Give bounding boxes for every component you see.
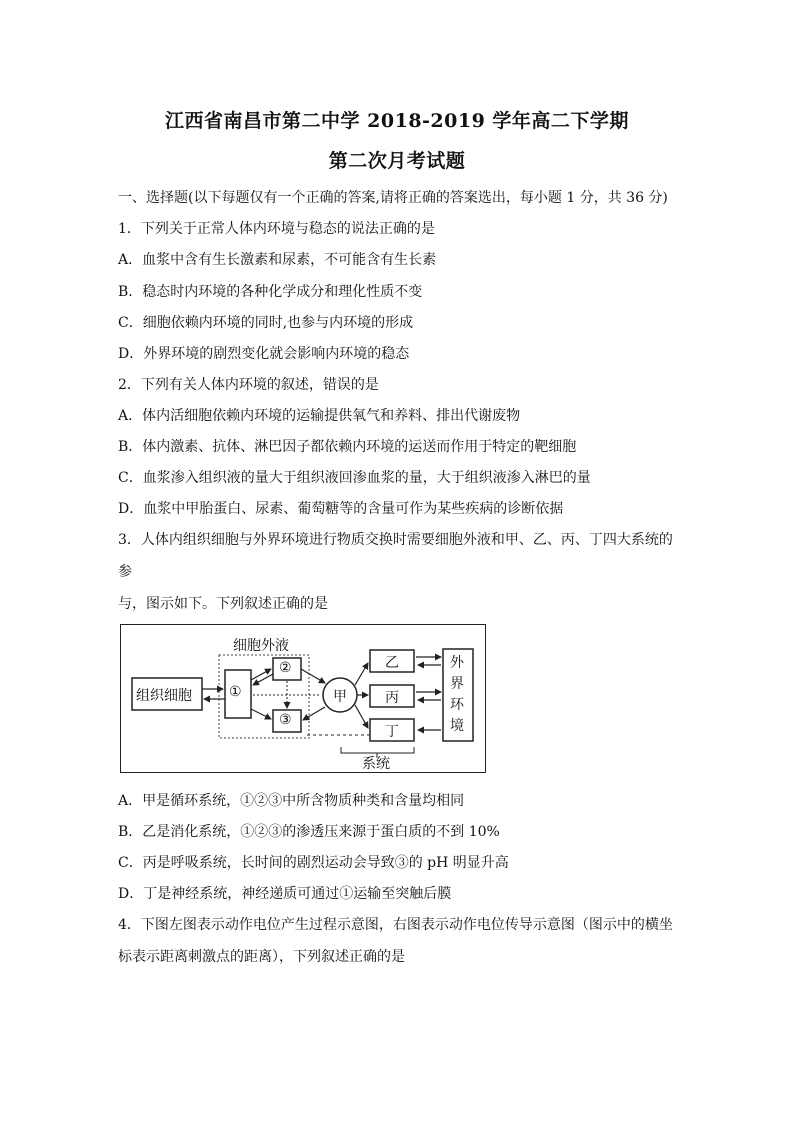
question-3-option-a: A．甲是循环系统，①②③中所含物质种类和含量均相同 xyxy=(118,793,465,809)
label-jia: 甲 xyxy=(333,689,347,705)
question-4-stem-cont: 标表示距离刺激点的距离），下列叙述正确的是 xyxy=(118,949,405,965)
question-1-stem: 1．下列关于正常人体内环境与稳态的说法正确的是 xyxy=(118,221,435,237)
label-3: ③ xyxy=(279,712,292,728)
question-3-option-b: B．乙是消化系统，①②③的渗透压来源于蛋白质的不到 10% xyxy=(118,824,500,840)
question-1-option-a: A．血浆中含有生长激素和尿素，不可能含有生长素 xyxy=(118,252,437,268)
label-1: ① xyxy=(229,684,242,700)
question-2-option-c: C．血浆渗入组织液的量大于组织液回渗血浆的量，大于组织液渗入淋巴的量 xyxy=(118,470,591,486)
label-tissue-cell: 组织细胞 xyxy=(136,688,192,704)
question-2-stem: 2．下列有关人体内环境的叙述，错误的是 xyxy=(118,377,379,393)
page-title: 江西省南昌市第二中学 2018-2019 学年高二下学期 xyxy=(165,110,629,132)
question-3-stem-wrap: 参 xyxy=(118,564,132,580)
question-2-option-d: D．血浆中甲胎蛋白、尿素、葡萄糖等的含量可作为某些疾病的诊断依据 xyxy=(118,501,564,517)
question-3-stem-cont: 与，图示如下。下列叙述正确的是 xyxy=(118,596,328,612)
page-subtitle: 第二次月考试题 xyxy=(328,150,466,172)
body-fluid-diagram xyxy=(120,624,486,773)
label-yi: 乙 xyxy=(385,655,399,671)
label-external-environment: 外界环境 xyxy=(450,655,464,734)
question-3-option-c: C．丙是呼吸系统，长时间的剧烈运动会导致③的 pH 明显升高 xyxy=(118,855,509,871)
question-2-option-a: A．体内活细胞依赖内环境的运输提供氧气和养料、排出代谢废物 xyxy=(118,408,521,424)
label-2: ② xyxy=(279,660,292,676)
question-3-option-d: D．丁是神经系统，神经递质可通过①运输至突触后膜 xyxy=(118,886,452,902)
section-heading: 一、选择题(以下每题仅有一个正确的答案,请将正确的答案选出，每小题 1 分，共 36 分) xyxy=(118,190,668,206)
label-extracellular-fluid: 细胞外液 xyxy=(233,638,289,654)
question-4-stem: 4．下图左图表示动作电位产生过程示意图，右图表示动作电位传导示意图（图示中的横坐 xyxy=(118,917,673,933)
label-ding: 丁 xyxy=(385,724,399,740)
label-bing: 丙 xyxy=(385,690,399,706)
label-system: 系统 xyxy=(362,756,390,772)
question-2-option-b: B．体内激素、抗体、淋巴因子都依赖内环境的运送而作用于特定的靶细胞 xyxy=(118,439,577,455)
question-1-option-b: B．稳态时内环境的各种化学成分和理化性质不变 xyxy=(118,284,423,300)
question-1-option-c: C．细胞依赖内环境的同时,也参与内环境的形成 xyxy=(118,315,414,331)
question-3-stem: 3．人体内组织细胞与外界环境进行物质交换时需要细胞外液和甲、乙、丙、丁四大系统的 xyxy=(118,532,673,548)
question-1-option-d: D．外界环境的剧烈变化就会影响内环境的稳态 xyxy=(118,346,410,362)
